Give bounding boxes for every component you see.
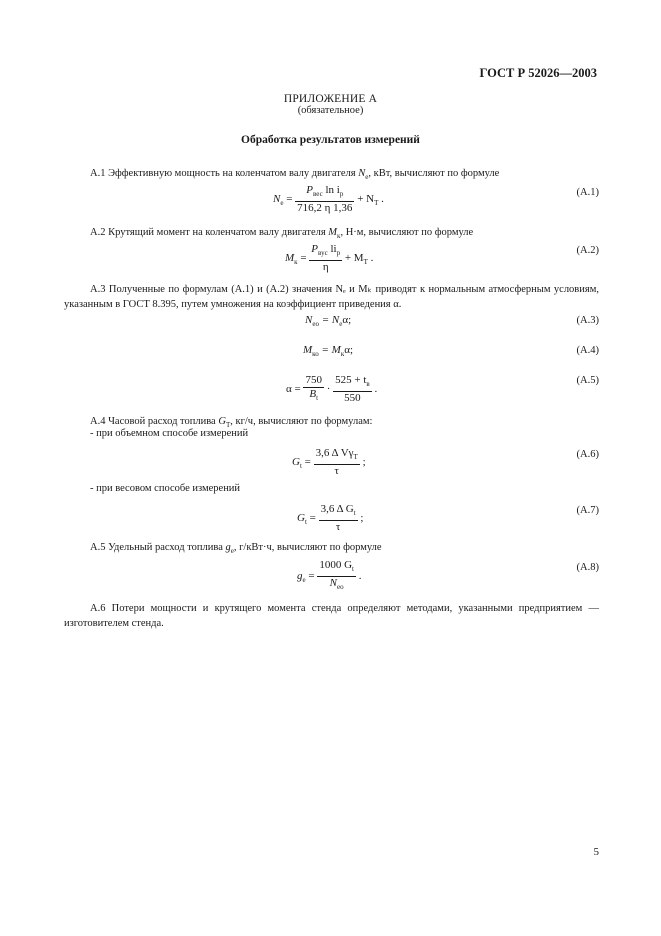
equation-number: (А.8) [576, 562, 599, 573]
formula-a4: $M_{ко} = M_к\alpha$; [303, 344, 354, 358]
bullet-weight: - при весовом способе измерений [90, 483, 241, 494]
paragraph-a5: А.5 Удельный расход топлива $g_e$, г/кВт·ч, вычисляют по формуле [90, 542, 382, 555]
section-title: Обработка результатов измерений [241, 134, 420, 146]
appendix-subtitle: (обязательное) [297, 105, 364, 116]
page-number: 5 [593, 846, 599, 858]
equation-number: (А.3) [576, 315, 599, 326]
equation-number: (А.7) [576, 505, 599, 516]
paragraph-a4: А.4 Часовой расход топлива $G_T$, кг/ч, вычисляют по формулам: [90, 416, 373, 429]
appendix-title: ПРИЛОЖЕНИЕ А [283, 93, 378, 105]
paragraph-a6: А.6 Потери мощности и крутящего момента стенда определяют методами, указанными предприятием — изготовителем стенда. [64, 603, 599, 629]
formula-a3: $N_{eo} = N_e\alpha$; [305, 314, 352, 328]
equation-number: (А.2) [576, 245, 599, 256]
formula-a5: α = $\frac{750}{B_t}$ · $\frac{525 + t_в}{550}$ . [286, 374, 378, 404]
document-header: ГОСТ Р 52026—2003 [479, 66, 597, 80]
formula-a1: $N_e$ = $\frac{P_{вес} \ln i_р}{716,2 \eta 1,36}$ + $N_T$ . [273, 184, 384, 214]
equation-number: (А.4) [576, 345, 599, 356]
formula-a2: $M_к$ = $\frac{P_{вус} li_р}{\eta}$ + $M_T$ . [285, 243, 374, 273]
paragraph-a3: А.3 Полученные по формулам (А.1) и (А.2) значения Nₑ и Mₖ приводят к нормальным атмосферным условиям, указанным в ГОСТ 8.395, путем умножения на коэффициент приведения α. [64, 284, 599, 310]
equation-number: (А.1) [576, 187, 599, 198]
formula-a7: $G_t$ = $\frac{3,6 \Delta G_t}{\tau}$ ; [297, 503, 364, 533]
paragraph-a1: А.1 Эффективную мощность на коленчатом валу двигателя $N_e$, кВт, вычисляют по формуле [90, 168, 500, 181]
equation-number: (А.5) [576, 375, 599, 386]
formula-a8: $g_e$ = $\frac{1000 G_t}{N_{eo}}$ . [297, 559, 362, 591]
bullet-volumetric: - при объемном способе измерений [90, 428, 249, 439]
formula-a6: $G_t$ = $\frac{3,6 \Delta V\gamma_T}{\tau}$ ; [292, 447, 366, 477]
equation-number: (А.6) [576, 449, 599, 460]
paragraph-a2: А.2 Крутящий момент на коленчатом валу двигателя $M_к$, Н·м, вычисляют по формуле [90, 227, 474, 240]
